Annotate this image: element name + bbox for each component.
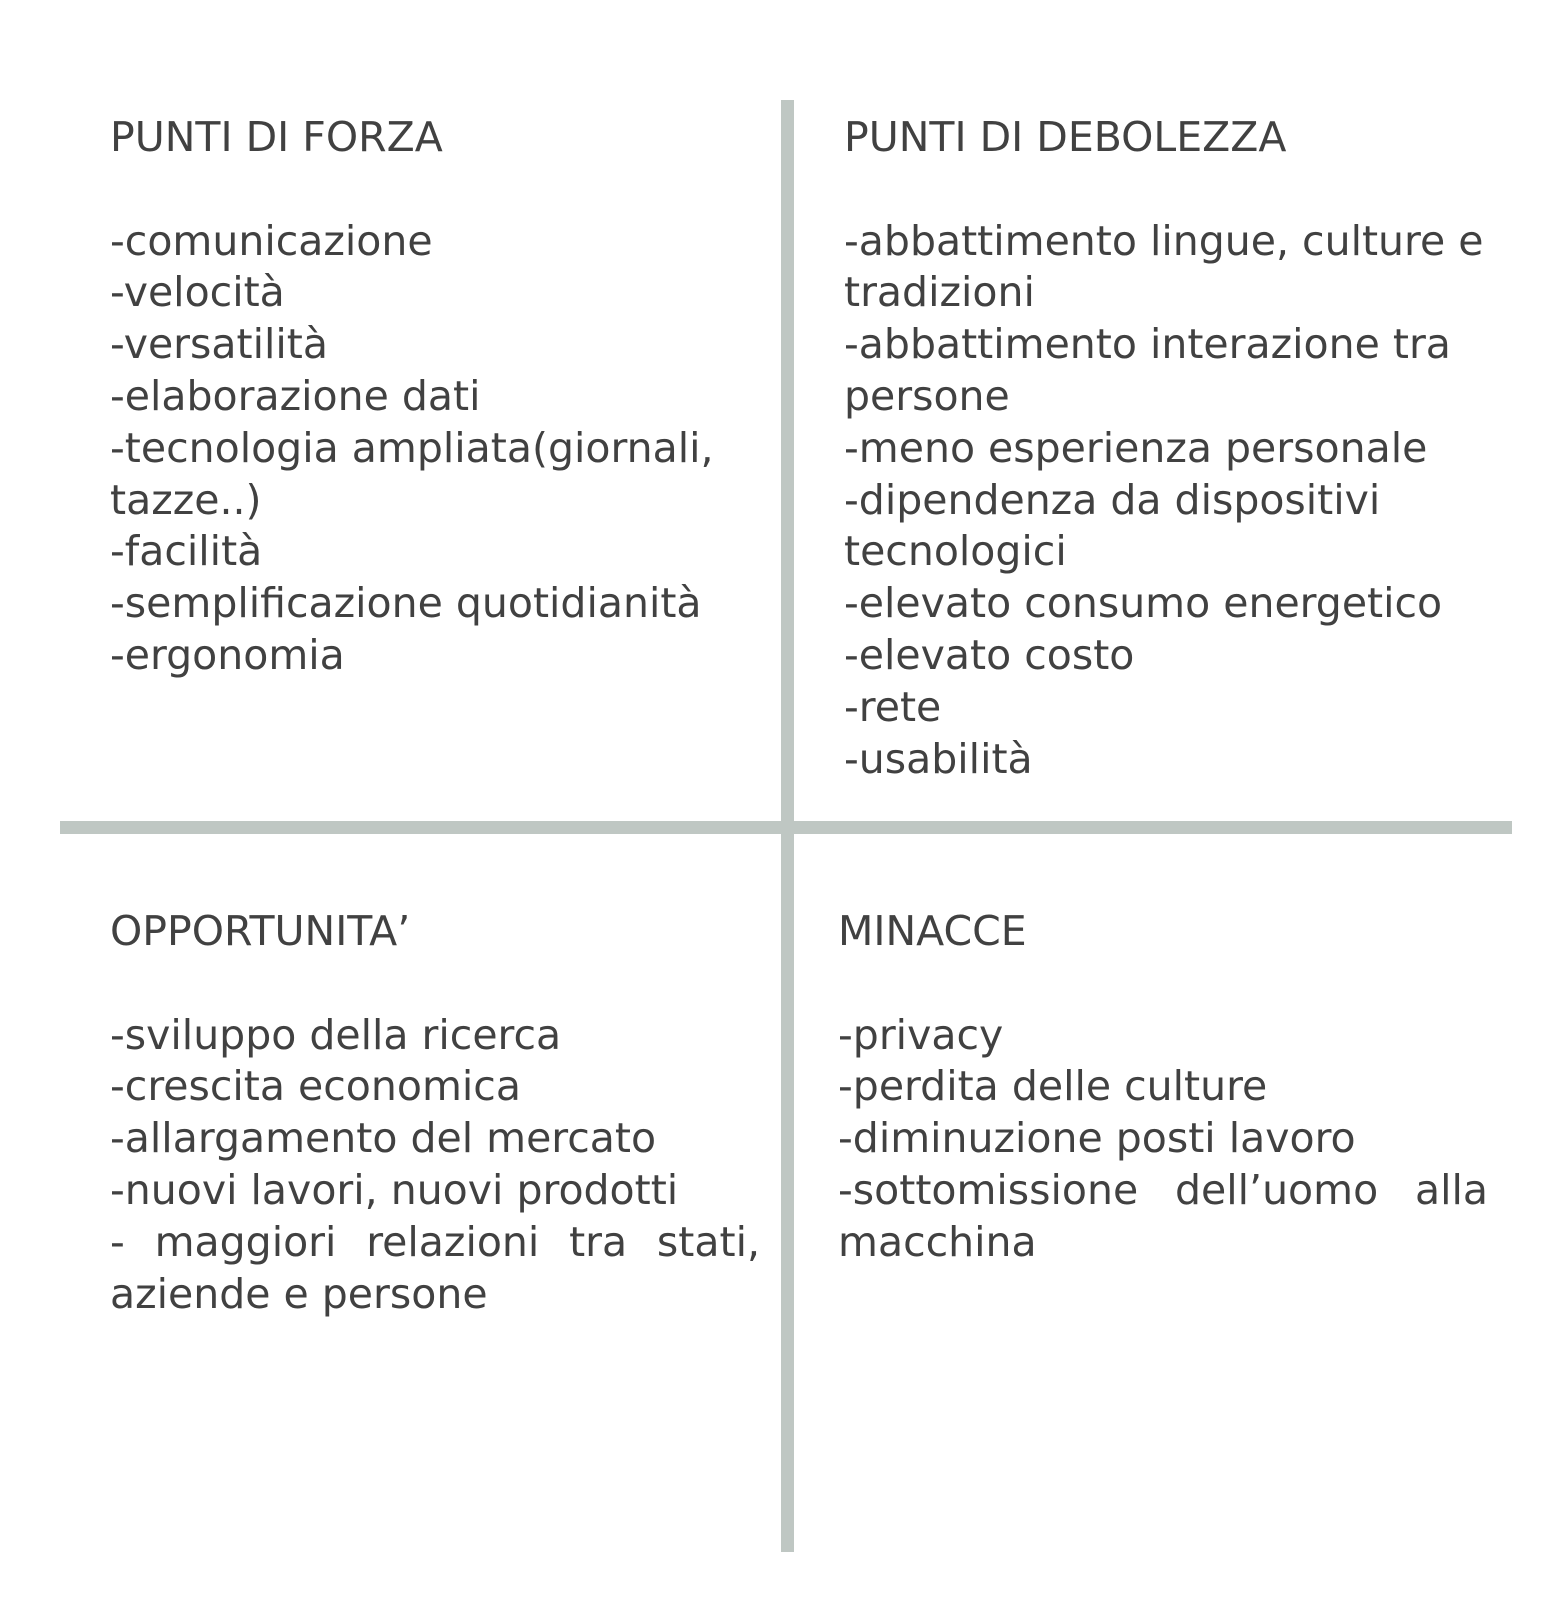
opportunity-item: -sviluppo della ricerca xyxy=(110,1010,562,1059)
weaknesses-quadrant xyxy=(844,112,1494,785)
weakness-item: -abbattimento lingue, culture e tradizioni xyxy=(844,216,1484,317)
threats-title: MINACCE xyxy=(838,907,1027,955)
threat-item: -sottomissione dell’uomo alla macchina xyxy=(838,1165,1488,1266)
weaknesses-title: PUNTI DI DEBOLEZZA xyxy=(844,113,1287,161)
strength-item: -comunicazione xyxy=(110,216,433,265)
strength-item: -tecnologia ampliata(giornali, tazze..) xyxy=(110,423,714,524)
opportunity-item: -nuovi lavori, nuovi prodotti xyxy=(110,1165,679,1214)
threat-item: -perdita delle culture xyxy=(838,1062,1268,1111)
strength-item: -velocità xyxy=(110,268,285,317)
strength-item: -facilità xyxy=(110,527,263,576)
weakness-item: -usabilità xyxy=(844,734,1033,783)
opportunity-item: - maggiori relazioni tra stati, aziende e persone xyxy=(110,1217,760,1318)
opportunities-list xyxy=(110,1010,760,1321)
weakness-item: -rete xyxy=(844,682,942,731)
strength-item: -elaborazione dati xyxy=(110,371,481,420)
threat-item: -diminuzione posti lavoro xyxy=(838,1114,1356,1163)
weakness-item: -dipendenza da dispositivi tecnologici xyxy=(844,475,1381,576)
weakness-item: -abbattimento interazione tra persone xyxy=(844,320,1451,420)
threats-list xyxy=(838,1010,1488,1269)
opportunity-item: -crescita economica xyxy=(110,1062,521,1111)
opportunities-quadrant xyxy=(110,906,760,1320)
strength-item: -versatilità xyxy=(110,320,328,369)
strengths-list xyxy=(110,216,760,682)
horizontal-divider xyxy=(60,821,1512,834)
threats-quadrant xyxy=(838,906,1488,1269)
weakness-item: -elevato consumo energetico xyxy=(844,579,1443,628)
weaknesses-list xyxy=(844,216,1494,786)
opportunities-title: OPPORTUNITA’ xyxy=(110,907,411,955)
weakness-item: -elevato costo xyxy=(844,630,1135,679)
opportunity-item: -allargamento del mercato xyxy=(110,1114,657,1163)
weakness-item: -meno esperienza personale xyxy=(844,423,1428,472)
strength-item: -ergonomia xyxy=(110,630,345,679)
threat-item: -privacy xyxy=(838,1010,1004,1059)
strength-item: -semplificazione quotidianità xyxy=(110,579,702,628)
strengths-quadrant xyxy=(110,112,760,682)
strengths-title: PUNTI DI FORZA xyxy=(110,113,443,161)
